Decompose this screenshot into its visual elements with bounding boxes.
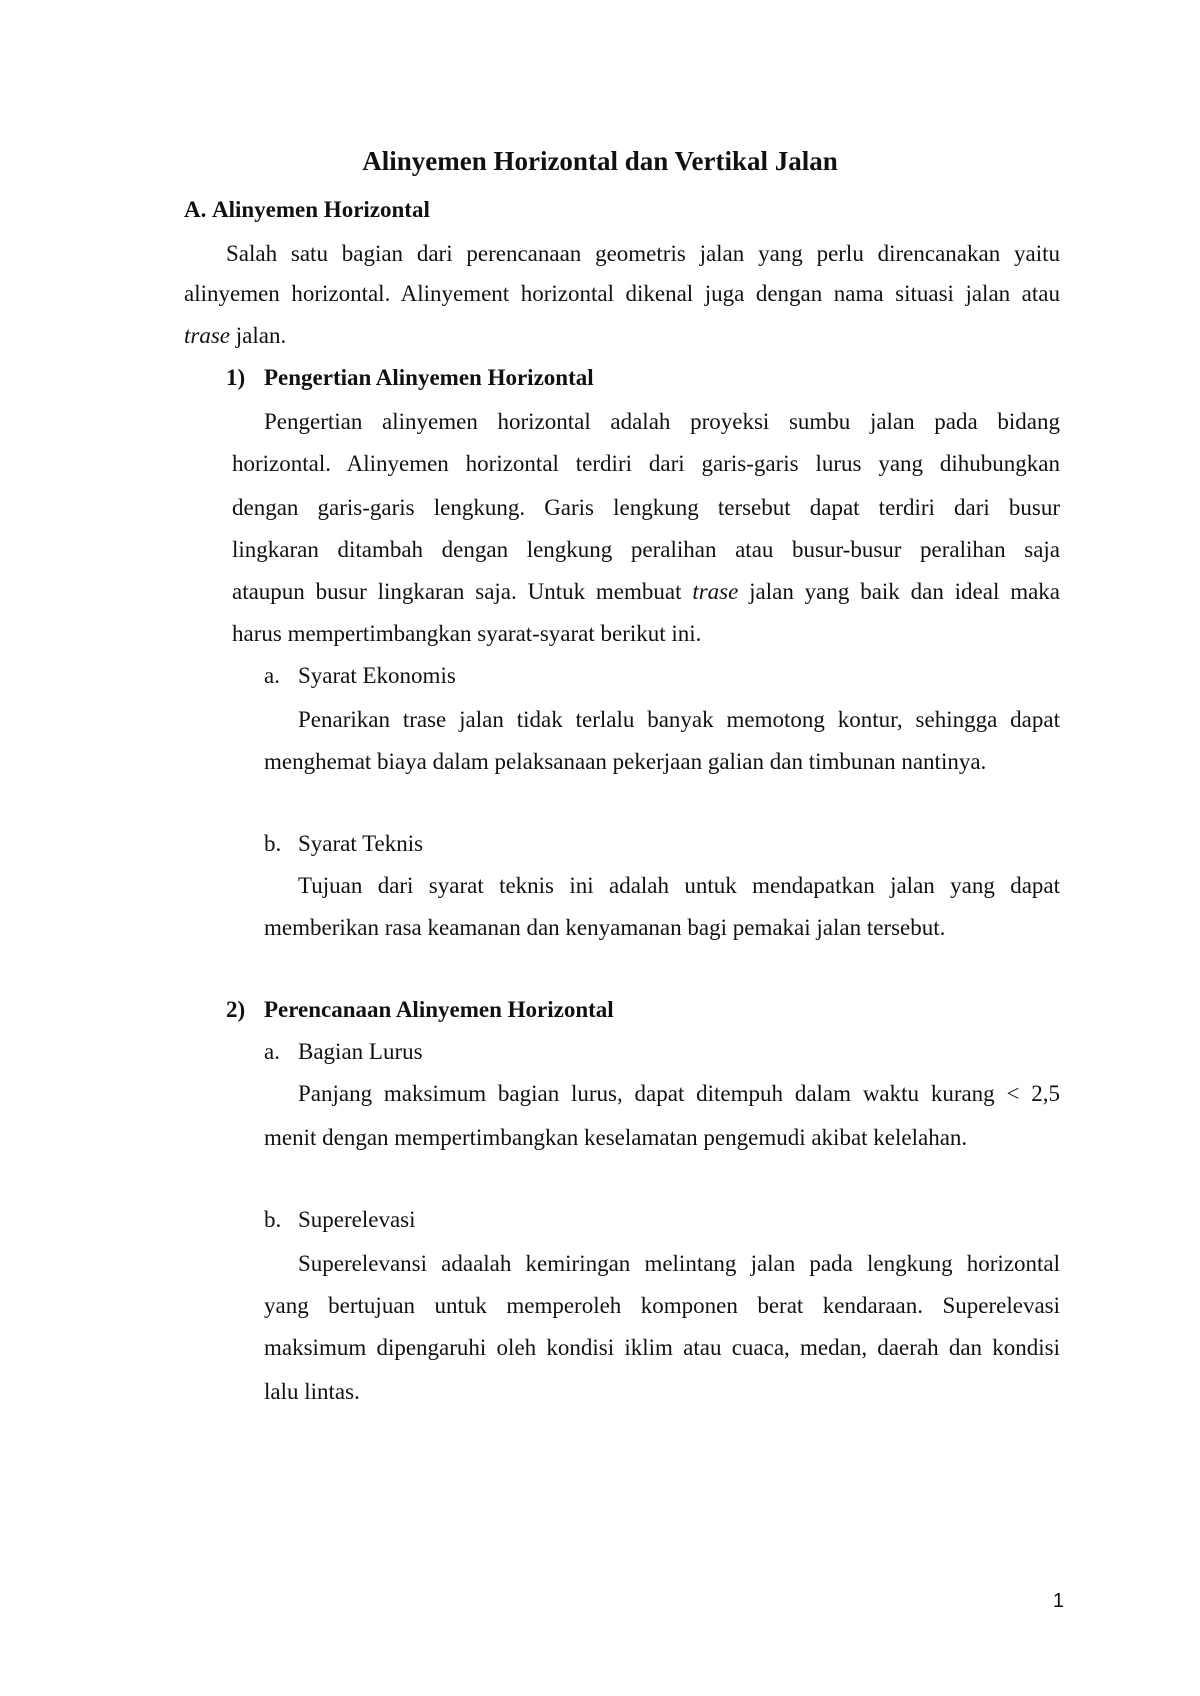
subsection-1-line-6: harus mempertimbangkan syarat-syarat berikut ini. [232,621,702,646]
subsection-2-marker: 2) [226,997,246,1022]
superelevasi-line-3: maksimum dipengaruhi oleh kondisi iklim atau cuaca, medan, daerah dan kondisi [264,1335,1060,1360]
subsection-1-line-2: horizontal. Alinyemen horizontal terdiri dari garis-garis lurus yang dihubungkan [232,451,1060,476]
trase-italic: trase [692,579,739,604]
superelevasi-line-4: lalu lintas. [264,1379,360,1404]
subsection-1-line-4: lingkaran ditambah dengan lengkung peralihan atau busur-busur peralihan saja [232,537,1060,562]
subsection-1-line-1: Pengertian alinyemen horizontal adalah proyeksi sumbu jalan pada bidang [264,409,1060,434]
section-a-intro-line-2: alinyemen horizontal. Alinyement horizontal dikenal juga dengan nama situasi jalan atau [184,281,1060,306]
bagian-lurus-heading: a. Bagian Lurus [264,1039,423,1064]
superelevasi-line-1: Superelevansi adaalah kemiringan melintang jalan pada lengkung horizontal [298,1251,1060,1276]
syarat-ekonomis-heading: a. Syarat Ekonomis [264,663,456,688]
bagian-lurus-line-1: Panjang maksimum bagian lurus, dapat ditempuh dalam waktu kurang < 2,5 [298,1081,1060,1106]
superelevasi-line-2: yang bertujuan untuk memperoleh komponen berat kendaraan. Superelevasi [264,1293,1060,1318]
subsection-1-line-5: ataupun busur lingkaran saja. Untuk membuat trase jalan yang baik dan ideal maka [232,579,1060,604]
section-a-intro-line-1: Salah satu bagian dari perencanaan geometris jalan yang perlu direncanakan yaitu [226,241,1060,266]
subsection-1-marker: 1) [226,365,246,390]
syarat-teknis-heading: b. Syarat Teknis [264,831,424,856]
section-a-heading [184,196,430,224]
subsection-2-heading [226,996,614,1024]
subsection-1-title: Pengertian Alinyemen Horizontal [264,365,594,390]
superelevasi-heading: b. Superelevasi [264,1207,416,1232]
bagian-lurus-line-2: menit dengan mempertimbangkan keselamatan pengemudi akibat kelelahan. [264,1125,968,1150]
section-a-marker: A. [184,197,207,222]
page-number: 1 [1052,1590,1064,1612]
subsection-1-line-3: dengan garis-garis lengkung. Garis lengkung tersebut dapat terdiri dari busur [232,495,1060,520]
subsection-1-heading [226,364,594,392]
syarat-ekonomis-line-2: menghemat biaya dalam pelaksanaan pekerjaan galian dan timbunan nantinya. [264,749,987,774]
syarat-teknis-line-1: Tujuan dari syarat teknis ini adalah untuk mendapatkan jalan yang dapat [298,873,1060,898]
syarat-teknis-line-2: memberikan rasa keamanan dan kenyamanan bagi pemakai jalan tersebut. [264,915,946,940]
document-title: Alinyemen Horizontal dan Vertikal Jalan [362,146,838,176]
section-a-intro-line-3: trase jalan. [184,323,287,348]
trase-italic: trase [184,323,230,348]
section-a-title: Alinyemen Horizontal [212,197,430,222]
subsection-2-title: Perencanaan Alinyemen Horizontal [264,997,614,1022]
syarat-ekonomis-line-1: Penarikan trase jalan tidak terlalu banyak memotong kontur, sehingga dapat [298,707,1060,732]
